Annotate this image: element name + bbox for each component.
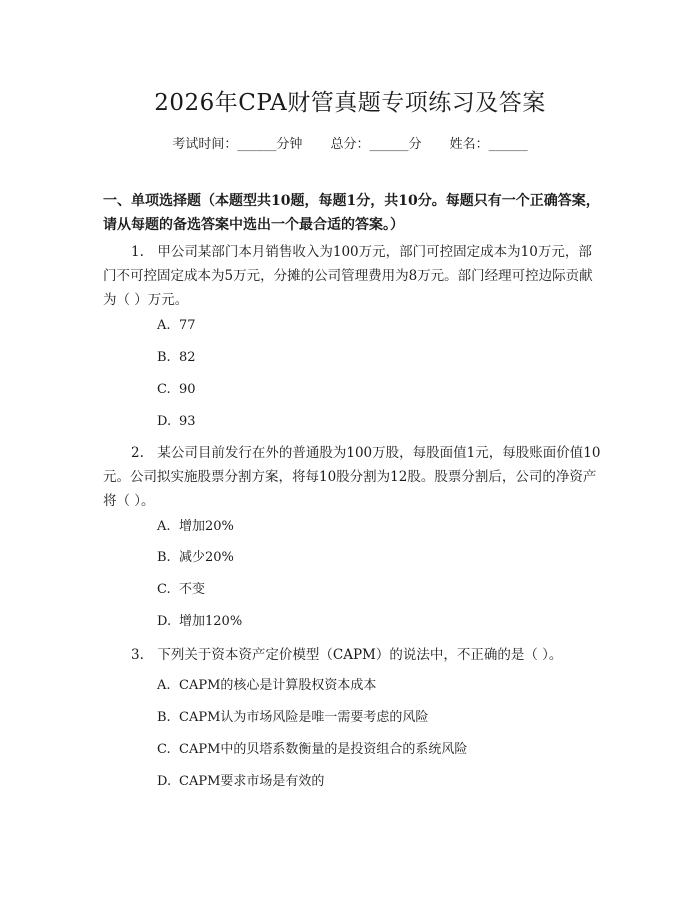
question-3-text: 3. 下列关于资本资产定价模型（CAPM）的说法中，不正确的是（ ）。 bbox=[131, 647, 563, 663]
exam-score: 总分：______分 bbox=[330, 137, 422, 152]
option-text: 不变 bbox=[179, 582, 206, 597]
option-letter: D. bbox=[157, 414, 172, 429]
option-letter: B. bbox=[157, 710, 171, 725]
option-letter: C. bbox=[157, 582, 171, 597]
option-text: 增加120% bbox=[179, 614, 243, 629]
question-3-option-b bbox=[157, 708, 428, 728]
option-text: 77 bbox=[179, 318, 196, 333]
option-letter: C. bbox=[157, 382, 171, 397]
question-1-text: 1. 甲公司某部门本月销售收入为100万元，部门可控固定成本为10万元，部门不可控固定成本为5万元，分摊的公司管理费用为8万元。部门经理可控边际贡献为（ ）万元。 bbox=[103, 244, 593, 308]
option-text: CAPM要求市场是有效的 bbox=[179, 774, 325, 789]
question-2-option-d bbox=[157, 612, 242, 632]
option-text: CAPM认为市场风险是唯一需要考虑的风险 bbox=[179, 710, 429, 725]
option-letter: C. bbox=[157, 742, 171, 757]
question-1-option-c bbox=[157, 380, 196, 400]
exam-time: 考试时间：______分钟 bbox=[172, 137, 303, 152]
option-text: 82 bbox=[179, 350, 196, 365]
option-letter: A. bbox=[157, 519, 171, 534]
question-2-option-a bbox=[157, 517, 234, 537]
question-3-option-c bbox=[157, 740, 467, 760]
option-text: 减少20% bbox=[179, 550, 234, 565]
exam-meta bbox=[0, 133, 700, 152]
question-2-option-b bbox=[157, 548, 234, 568]
option-text: 增加20% bbox=[179, 519, 234, 534]
option-text: 90 bbox=[179, 382, 196, 397]
exam-name: 姓名：______ bbox=[449, 137, 528, 152]
option-letter: D. bbox=[157, 774, 172, 789]
question-2-option-c bbox=[157, 580, 205, 600]
question-3 bbox=[103, 643, 601, 667]
option-text: CAPM中的贝塔系数衡量的是投资组合的系统风险 bbox=[179, 742, 468, 757]
option-letter: A. bbox=[157, 678, 171, 693]
question-2 bbox=[103, 441, 601, 513]
option-text: 93 bbox=[179, 414, 196, 429]
question-1-option-b bbox=[157, 348, 196, 368]
question-1 bbox=[103, 240, 601, 312]
option-text: CAPM的核心是计算股权资本成本 bbox=[179, 678, 377, 693]
page-title: 2026年CPA财管真题专项练习及答案 bbox=[154, 90, 546, 116]
question-2-text: 2. 某公司目前发行在外的普通股为100万股，每股面值1元，每股账面价值10元。公司拟实施股票分割方案，将每10股分割为12股。股票分割后，公司的净资产将（ ）。 bbox=[103, 445, 601, 509]
option-letter: B. bbox=[157, 550, 171, 565]
option-letter: B. bbox=[157, 350, 171, 365]
question-3-option-a bbox=[157, 676, 376, 696]
option-letter: D. bbox=[157, 614, 172, 629]
question-1-option-a bbox=[157, 316, 196, 336]
question-1-option-d bbox=[157, 412, 196, 432]
question-3-option-d bbox=[157, 772, 324, 792]
option-letter: A. bbox=[157, 318, 171, 333]
section-heading: 一、单项选择题（本题型共10题，每题1分，共10分。每题只有一个正确答案，请从每题的备选答案中选出一个最合适的答案。） bbox=[103, 193, 600, 233]
